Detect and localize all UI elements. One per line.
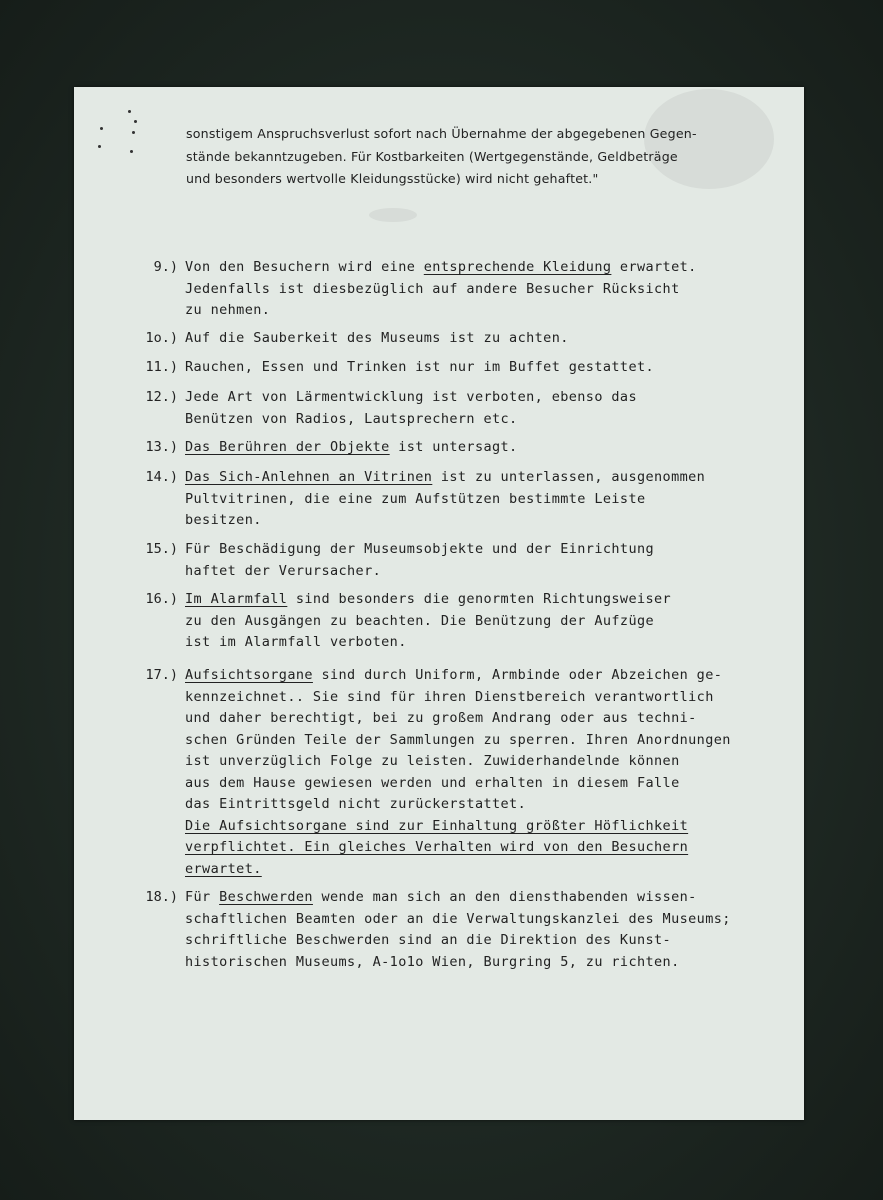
- speck-mark: [128, 110, 131, 113]
- rule-number: 13.): [145, 439, 178, 455]
- line-text: und daher berechtigt, bei zu großem Andrang oder aus techni-: [185, 710, 697, 726]
- line-text: schen Gründen Teile der Sammlungen zu sperren. Ihren Anordnungen: [185, 731, 731, 748]
- rule-line: [185, 300, 755, 322]
- rule-number: 11.): [145, 359, 178, 375]
- rule-line: [185, 409, 755, 431]
- rule-line: [185, 357, 755, 379]
- rule-line: [185, 467, 755, 489]
- rule-text: [185, 387, 755, 430]
- line-text: kennzeichnet.. Sie sind für ihren Dienstbereich verantwortlich: [185, 688, 714, 705]
- rule-line: [185, 730, 755, 752]
- intro-line: sonstigem Anspruchsverlust sofort nach Übernahme der abgegebenen Gegen-: [186, 126, 697, 141]
- line-text: Jede Art von Lärmentwicklung ist verboten, ebenso das: [185, 389, 637, 405]
- rule-line: [185, 489, 755, 511]
- rule-text: [185, 328, 755, 350]
- line-text: Auf die Sauberkeit des Museums ist zu achten.: [185, 330, 569, 346]
- line-text: ist unverzüglich Folge zu leisten. Zuwiderhandelnde können: [185, 753, 680, 769]
- line-text: wende man sich an den diensthabenden wissen-: [312, 889, 697, 905]
- rule-line: [185, 837, 755, 859]
- intro-line: stände bekanntzugeben. Für Kostbarkeiten (Wertgegenstände, Geldbeträge: [186, 148, 678, 164]
- line-text: schriftliche Beschwerden sind an die Direktion des Kunst-: [185, 932, 672, 948]
- underlined-text: Die Aufsichtsorgane sind zur Einhaltung größter Höflichkeit: [185, 817, 689, 834]
- rule-line: [185, 510, 755, 532]
- smudge: [369, 208, 417, 222]
- line-text: ist zu unterlassen, ausgenommen: [432, 469, 706, 485]
- line-text: historischen Museums, A-1o1o Wien, Burgring 5, zu richten.: [185, 953, 680, 970]
- rule-line: [185, 632, 755, 654]
- rule-line: [185, 708, 755, 730]
- rule-line: [185, 794, 755, 816]
- line-text: Für Beschädigung der Museumsobjekte und der Einrichtung: [185, 541, 655, 557]
- rule-text: [185, 357, 755, 379]
- document-page: [74, 87, 804, 1120]
- underlined-text: verpflichtet. Ein gleiches Verhalten wird von den Besuchern: [185, 839, 689, 855]
- underlined-text: erwartet.: [185, 860, 262, 877]
- intro-line: und besonders wertvolle Kleidungsstücke) wird nicht gehaftet.": [186, 171, 599, 186]
- rule-number: 12.): [145, 389, 178, 405]
- line-text: sind besonders die genormten Richtungsweiser: [287, 591, 672, 607]
- underlined-text: Im Alarmfall: [185, 591, 288, 607]
- rule-text: [185, 467, 755, 532]
- rule-text: [185, 887, 755, 973]
- speck-mark: [100, 127, 103, 130]
- line-text: ist im Alarmfall verboten.: [185, 634, 407, 650]
- rule-line: [185, 611, 755, 633]
- rule-line: [185, 437, 755, 459]
- speck-mark: [130, 150, 133, 153]
- underlined-text: Aufsichtsorgane: [185, 667, 313, 683]
- line-text: das Eintrittsgeld nicht zurückerstattet.: [185, 796, 527, 812]
- rule-number: 18.): [145, 889, 178, 905]
- rule-text: [185, 257, 755, 322]
- rule-number: 1o.): [145, 330, 178, 346]
- rule-line: [185, 751, 755, 773]
- rule-number: 17.): [145, 667, 178, 683]
- line-text: zu nehmen.: [185, 302, 271, 318]
- rule-line: [185, 665, 755, 687]
- underlined-text: Das Berühren der Objekte: [185, 439, 390, 455]
- rule-line: [185, 387, 755, 409]
- rule-line: [185, 279, 755, 301]
- rule-line: [185, 328, 755, 350]
- line-text: schaftlichen Beamten oder an die Verwaltungskanzlei des Museums;: [185, 910, 731, 927]
- rule-line: [185, 952, 755, 974]
- line-text: erwartet.: [611, 259, 697, 275]
- line-text: aus dem Hause gewiesen werden und erhalten in diesem Falle: [185, 774, 680, 791]
- line-text: Rauchen, Essen und Trinken ist nur im Buffet gestattet.: [185, 359, 655, 375]
- intro-paragraph: [186, 123, 746, 191]
- rule-line: [185, 589, 755, 611]
- line-text: sind durch Uniform, Armbinde oder Abzeichen ge-: [312, 667, 723, 683]
- line-text: besitzen.: [185, 512, 262, 528]
- rule-line: [185, 687, 755, 709]
- rule-line: [185, 257, 755, 279]
- rule-number: 16.): [145, 591, 178, 607]
- underlined-text: Das Sich-Anlehnen an Vitrinen: [185, 469, 433, 485]
- rule-line: [185, 887, 755, 909]
- line-text: Für: [185, 889, 220, 905]
- underlined-text: Beschwerden: [219, 889, 313, 905]
- line-text: Von den Besuchern wird eine: [185, 259, 424, 275]
- rule-line: [185, 930, 755, 952]
- line-text: Pultvitrinen, die eine zum Aufstützen bestimmte Leiste: [185, 490, 646, 507]
- underlined-text: entsprechende Kleidung: [423, 259, 612, 275]
- rule-line: [185, 539, 755, 561]
- speck-mark: [98, 145, 101, 148]
- speck-mark: [132, 131, 135, 134]
- line-text: zu den Ausgängen zu beachten. Die Benützung der Aufzüge: [185, 612, 655, 629]
- rule-line: [185, 859, 755, 881]
- line-text: Benützen von Radios, Lautsprechern etc.: [185, 410, 518, 427]
- rule-number: 9.): [153, 259, 178, 275]
- rule-text: [185, 665, 755, 880]
- rule-text: [185, 437, 755, 459]
- line-text: haftet der Verursacher.: [185, 562, 382, 579]
- rule-number: 14.): [145, 469, 178, 485]
- rule-number: 15.): [145, 541, 178, 557]
- rule-line: [185, 909, 755, 931]
- rule-line: [185, 773, 755, 795]
- speck-mark: [134, 120, 137, 123]
- rule-text: [185, 589, 755, 654]
- line-text: Jedenfalls ist diesbezüglich auf andere Besucher Rücksicht: [185, 280, 680, 297]
- rule-text: [185, 539, 755, 582]
- rule-line: [185, 816, 755, 838]
- line-text: ist untersagt.: [389, 439, 518, 455]
- rule-line: [185, 561, 755, 583]
